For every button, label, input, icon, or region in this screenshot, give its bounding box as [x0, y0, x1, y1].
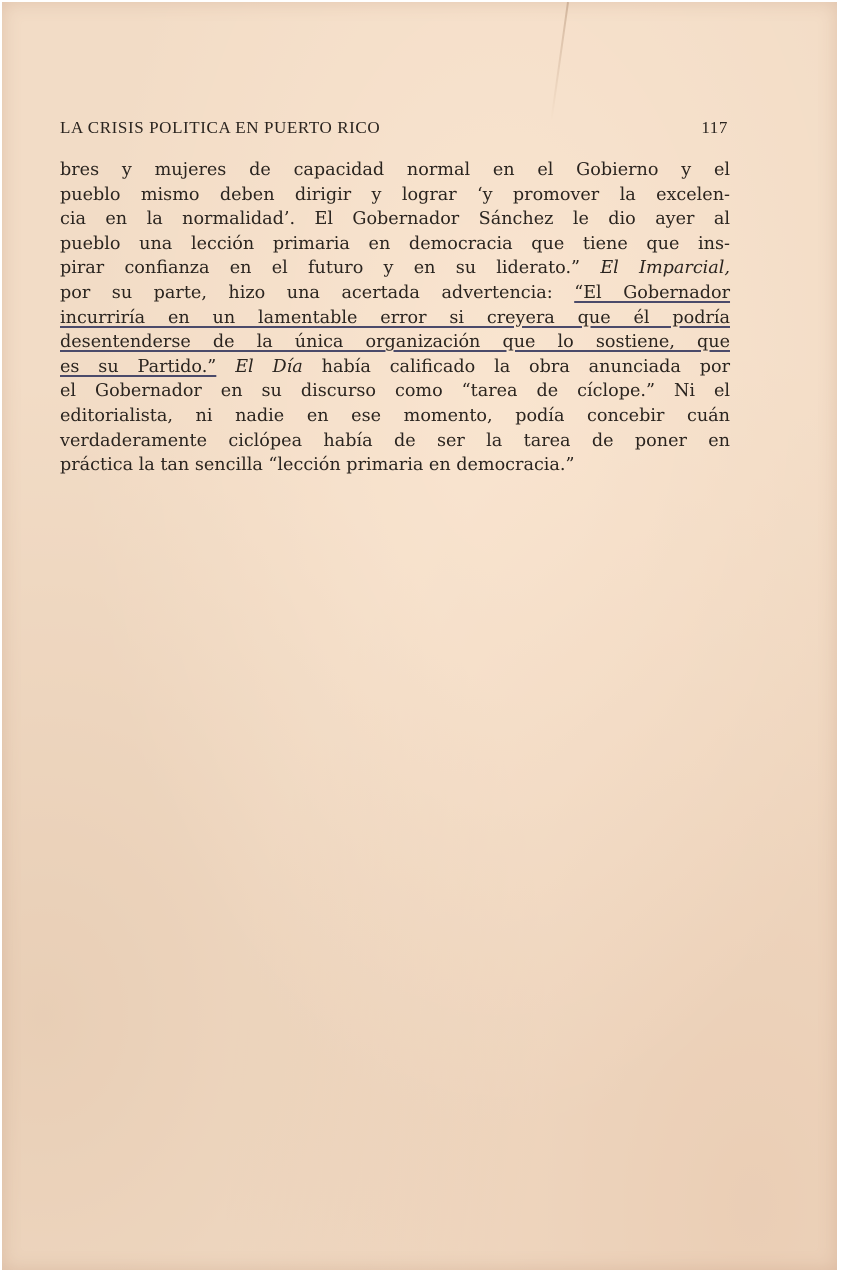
text-line: el Gobernador en su discurso como “tarea de cíclope.” Ni el	[60, 381, 730, 402]
text-line: verdaderamente ciclópea había de ser la tarea de poner en	[60, 430, 730, 451]
text-line	[60, 355, 730, 380]
page-number: 117	[701, 118, 728, 137]
text-line: bres y mujeres de capacidad normal en el Gobierno y el	[60, 160, 730, 180]
underlined-quote-line: incurriría en un lamentable error si creyera que él podría	[60, 307, 730, 328]
text-segment: pirar confianza en el futuro y en su liderato.”	[60, 258, 581, 279]
text-line: editorialista, ni nadie en ese momento, podía concebir cuán	[60, 405, 730, 426]
page-crease	[550, 2, 569, 121]
text-line	[60, 281, 730, 306]
text-segment: había calificado la obra anunciada por	[321, 356, 731, 377]
text-line	[60, 256, 730, 281]
newspaper-name-el-dia: El Día	[235, 356, 303, 377]
running-header	[60, 118, 728, 140]
book-page	[2, 2, 837, 1270]
underlined-quote: “El Gobernador	[574, 282, 731, 303]
underlined-quote: es su Partido.”	[60, 356, 217, 377]
text-line: cia en la normalidad’. El Gobernador Sánchez le dio ayer al	[60, 209, 730, 230]
running-title: LA CRISIS POLITICA EN PUERTO RICO	[60, 118, 381, 137]
body-paragraph	[60, 158, 730, 478]
text-line: pueblo mismo deben dirigir y lograr ‘y promover la excelen-	[60, 184, 730, 205]
text-line: práctica la tan sencilla “lección primaria en democracia.”	[60, 455, 575, 476]
text-line: pueblo una lección primaria en democracia que tiene que ins-	[60, 233, 730, 254]
text-segment: por su parte, hizo una acertada advertencia:	[60, 282, 553, 303]
newspaper-name-el-imparcial: El Imparcial,	[600, 258, 731, 279]
underlined-quote-line: desentenderse de la única organización que lo sostiene, que	[60, 332, 730, 353]
